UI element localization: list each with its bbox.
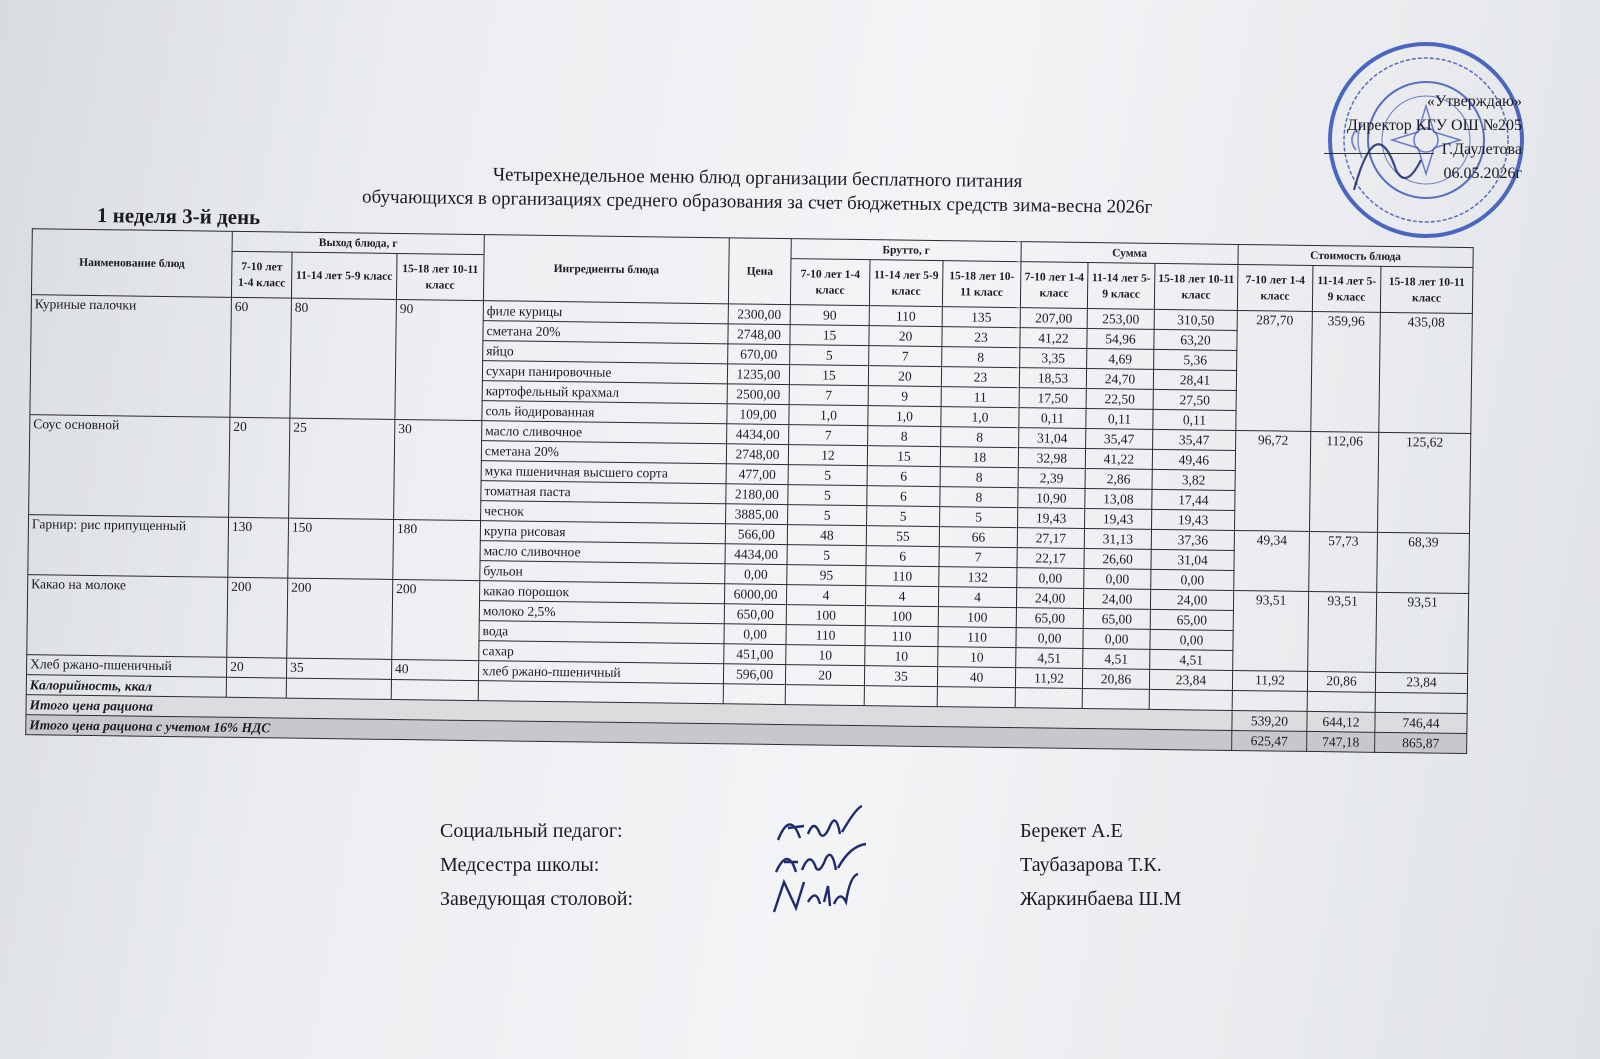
menu-table-body <box>27 295 1473 694</box>
ingredient-name: какао порошок <box>480 581 725 604</box>
ingredient-sum: 0,00 <box>1150 629 1233 650</box>
ingredient-brutto: 23 <box>941 367 1019 388</box>
ingredient-name: масло сливочное <box>480 541 725 564</box>
header-yield-age2: 11-14 лет 5-9 класс <box>291 252 397 299</box>
ingredient-sum: 27,17 <box>1017 528 1084 549</box>
ingredient-sum: 32,98 <box>1018 448 1085 469</box>
ingredient-price: 2300,00 <box>728 304 790 325</box>
ingredient-sum: 31,04 <box>1151 549 1234 570</box>
header-sum: Сумма <box>1021 242 1238 265</box>
ingredient-sum: 24,70 <box>1086 369 1153 390</box>
ingredient-name: молоко 2,5% <box>479 601 724 624</box>
ingredient-sum: 11,92 <box>1015 668 1082 689</box>
dish-cost: 96,72 <box>1234 430 1310 531</box>
approval-status: «Утверждаю» <box>1426 93 1522 110</box>
ingredient-sum: 65,00 <box>1150 609 1233 630</box>
ingredient-brutto: 7 <box>939 547 1017 568</box>
ingredient-price: 2748,00 <box>726 444 788 465</box>
ingredient-brutto: 8 <box>941 427 1019 448</box>
ingredient-name: чеснок <box>481 501 726 524</box>
ingredient-brutto: 110 <box>866 566 939 587</box>
ingredient-name: вода <box>479 621 724 644</box>
ingredient-sum: 49,46 <box>1152 449 1235 470</box>
ingredient-sum: 0,11 <box>1086 409 1153 430</box>
ingredient-brutto: 100 <box>938 607 1016 628</box>
ingredient-price: 2748,00 <box>728 324 790 345</box>
signature-name: Жаркинбаева Ш.М <box>1020 888 1182 910</box>
ingredient-price: 6000,00 <box>724 584 786 605</box>
header-brutto-age2: 11-14 лет 5-9 класс <box>869 260 943 307</box>
ingredient-brutto: 6 <box>866 546 939 567</box>
total-age1: 539,20 <box>1232 710 1307 731</box>
ingredient-sum: 65,00 <box>1083 608 1150 629</box>
ingredient-brutto: 7 <box>869 346 942 367</box>
ingredient-sum: 0,00 <box>1083 628 1150 649</box>
approval-signature-line <box>1324 153 1434 154</box>
ingredient-brutto: 135 <box>942 307 1020 328</box>
week-day-header: 1 неделя 3-й день <box>96 203 261 230</box>
total-age2: 644,12 <box>1307 711 1375 732</box>
ingredient-sum: 27,50 <box>1153 389 1236 410</box>
dish-name: Хлеб ржано-пшеничный <box>27 655 227 678</box>
dish-cost: 93,51 <box>1376 592 1469 673</box>
dish-yield: 180 <box>393 519 481 580</box>
ingredient-name: крупа рисовая <box>480 521 725 544</box>
ingredient-name: хлеб ржано-пшеничный <box>478 661 723 684</box>
dish-yield: 150 <box>288 518 394 579</box>
ingredient-name: филе курицы <box>483 301 728 324</box>
dish-yield: 25 <box>289 418 395 519</box>
ingredient-price: 109,00 <box>727 404 789 425</box>
ingredient-sum: 10,90 <box>1018 488 1085 509</box>
ingredient-brutto: 5 <box>788 505 867 526</box>
ingredient-sum: 54,96 <box>1087 329 1154 350</box>
ingredient-sum: 24,00 <box>1150 589 1233 610</box>
ingredient-brutto: 95 <box>787 565 866 586</box>
ingredient-sum: 253,00 <box>1087 309 1154 330</box>
dish-cost: 68,39 <box>1377 532 1470 593</box>
approval-block <box>1262 90 1522 186</box>
ingredient-sum: 2,39 <box>1018 468 1085 489</box>
ingredient-sum: 0,00 <box>1151 569 1234 590</box>
ingredient-brutto: 66 <box>939 527 1017 548</box>
signature-role: Заведующая столовой: <box>440 888 634 910</box>
total-vat-age1: 625,47 <box>1232 730 1307 751</box>
signature-row-canteen-head <box>440 888 1240 918</box>
ingredient-name: масло сливочное <box>482 421 727 444</box>
ingredient-brutto: 100 <box>786 605 865 626</box>
ingredient-brutto: 6 <box>867 486 940 507</box>
dish-cost: 49,34 <box>1234 530 1310 591</box>
total-vat-age2: 747,18 <box>1307 731 1375 752</box>
ingredient-sum: 31,04 <box>1019 428 1086 449</box>
ingredient-sum: 19,43 <box>1152 509 1235 530</box>
menu-table <box>25 228 1474 754</box>
ingredient-brutto: 10 <box>865 646 938 667</box>
ingredient-price: 3885,00 <box>726 504 788 525</box>
dish-yield: 60 <box>230 297 292 418</box>
header-yield-age3: 15-18 лет 10-11 класс <box>396 253 484 300</box>
ingredient-brutto: 35 <box>864 666 937 687</box>
dish-cost: 11,92 <box>1232 670 1307 691</box>
ingredient-price: 451,00 <box>724 644 786 665</box>
ingredient-brutto: 8 <box>940 487 1018 508</box>
header-cost-age2: 11-14 лет 5-9 класс <box>1312 265 1381 312</box>
ingredient-brutto: 12 <box>788 445 867 466</box>
ingredient-sum: 35,47 <box>1086 429 1153 450</box>
ingredient-brutto: 6 <box>867 466 940 487</box>
total-vat-label: Итого цена рациона с учетом 16% НДС <box>26 715 1232 751</box>
ingredient-sum: 22,17 <box>1017 548 1084 569</box>
ingredient-sum: 19,43 <box>1085 508 1152 529</box>
ingredient-sum: 41,22 <box>1020 328 1087 349</box>
ingredient-price: 650,00 <box>724 604 786 625</box>
ingredient-sum: 3,82 <box>1152 469 1235 490</box>
ingredient-sum: 0,00 <box>1016 628 1083 649</box>
handwritten-signature <box>770 872 880 916</box>
ingredient-sum: 4,51 <box>1083 648 1150 669</box>
dish-yield: 130 <box>228 517 289 578</box>
ingredient-sum: 17,50 <box>1019 388 1086 409</box>
dish-yield: 20 <box>229 417 290 518</box>
ingredient-sum: 4,69 <box>1087 349 1154 370</box>
ingredient-sum: 41,22 <box>1085 449 1152 470</box>
header-brutto-age3: 15-18 лет 10-11 класс <box>942 261 1021 308</box>
ingredient-brutto: 5 <box>867 506 940 527</box>
header-yield: Выход блюда, г <box>232 231 484 254</box>
ingredient-price: 4434,00 <box>725 544 787 565</box>
ingredient-sum: 35,47 <box>1153 429 1236 450</box>
header-price: Цена <box>728 238 791 305</box>
total-age3: 746,44 <box>1375 712 1467 733</box>
ingredient-sum: 0,00 <box>1017 568 1084 589</box>
ingredient-brutto: 9 <box>868 386 941 407</box>
ingredient-brutto: 15 <box>790 325 869 346</box>
ingredient-price: 1235,00 <box>727 364 789 385</box>
ingredient-brutto: 4 <box>938 587 1016 608</box>
ingredient-price: 596,00 <box>723 664 785 685</box>
ingredient-brutto: 10 <box>938 647 1016 668</box>
dish-cost: 20,86 <box>1307 671 1375 692</box>
ingredient-name: сметана 20% <box>481 441 726 464</box>
ingredient-name: бульон <box>480 561 725 584</box>
ingredient-sum: 310,50 <box>1154 309 1237 330</box>
ingredient-sum: 19,43 <box>1018 508 1085 529</box>
ingredient-brutto: 55 <box>866 526 939 547</box>
header-cost-age1: 7-10 лет 1-4 класс <box>1237 264 1313 311</box>
ingredient-brutto: 5 <box>787 545 866 566</box>
dish-cost: 112,06 <box>1309 431 1378 532</box>
header-yield-age1: 7-10 лет 1-4 класс <box>231 251 292 298</box>
dish-yield: 40 <box>391 659 478 680</box>
ingredient-price: 2180,00 <box>726 484 788 505</box>
dish-yield: 20 <box>226 657 286 678</box>
signature-name: Берекет А.Е <box>1020 820 1123 842</box>
signature-role: Социальный педагог: <box>440 820 623 842</box>
ingredient-sum: 65,00 <box>1016 608 1083 629</box>
ingredient-brutto: 1,0 <box>868 406 941 427</box>
dish-cost: 93,51 <box>1308 591 1377 672</box>
total-label: Итого цена рациона <box>26 695 1232 731</box>
ingredient-sum: 18,53 <box>1019 368 1086 389</box>
ingredient-brutto: 100 <box>865 606 938 627</box>
ingredient-price: 670,00 <box>728 344 790 365</box>
calorie-label: Калорийность, ккал <box>26 675 226 698</box>
ingredient-brutto: 4 <box>786 585 865 606</box>
ingredient-name: соль йодированная <box>482 401 727 424</box>
header-ingredients: Ингредиенты блюда <box>483 235 729 304</box>
ingredient-name: яйцо <box>483 341 728 364</box>
ingredient-sum: 24,00 <box>1083 588 1150 609</box>
ingredient-name: сметана 20% <box>483 321 728 344</box>
ingredient-brutto: 90 <box>790 305 869 326</box>
signature-name: Таубазарова Т.К. <box>1020 854 1162 876</box>
document-title-line1: Четырехнедельное меню блюд организации бесплатного питания <box>492 164 1023 193</box>
approval-name: Г.Даулетова <box>1441 141 1522 158</box>
ingredient-brutto: 8 <box>940 467 1018 488</box>
dish-cost: 435,08 <box>1379 312 1473 433</box>
ingredient-brutto: 4 <box>865 586 938 607</box>
ingredient-sum: 13,08 <box>1085 488 1152 509</box>
ingredient-sum: 207,00 <box>1020 308 1087 329</box>
header-dish: Наименование блюд <box>31 229 232 298</box>
ingredient-brutto: 1,0 <box>789 405 868 426</box>
ingredient-brutto: 20 <box>868 366 941 387</box>
ingredient-brutto: 18 <box>940 447 1018 468</box>
ingredient-sum: 37,36 <box>1151 529 1234 550</box>
ingredient-brutto: 5 <box>788 485 867 506</box>
ingredient-sum: 17,44 <box>1152 489 1235 510</box>
ingredient-price: 0,00 <box>725 564 787 585</box>
ingredient-name: картофельный крахмал <box>482 381 727 404</box>
dish-name: Какао на молоке <box>27 575 228 658</box>
total-vat-age3: 865,87 <box>1375 732 1467 753</box>
ingredient-sum: 0,11 <box>1153 409 1236 430</box>
ingredient-sum: 26,60 <box>1084 548 1151 569</box>
ingredient-brutto: 8 <box>868 426 941 447</box>
ingredient-name: сахар <box>479 641 724 664</box>
dish-name: Куриные палочки <box>30 295 232 418</box>
header-sum-age1: 7-10 лет 1-4 класс <box>1020 262 1088 309</box>
ingredient-sum: 20,86 <box>1082 668 1149 689</box>
ingredient-price: 566,00 <box>725 524 787 545</box>
dish-yield: 200 <box>392 579 480 660</box>
header-brutto: Брутто, г <box>791 239 1021 262</box>
ingredient-brutto: 110 <box>786 625 865 646</box>
ingredient-sum: 5,36 <box>1154 349 1237 370</box>
ingredient-sum: 4,51 <box>1150 649 1233 670</box>
dish-cost: 93,51 <box>1233 590 1309 671</box>
ingredient-sum: 28,41 <box>1153 369 1236 390</box>
ingredient-sum: 3,35 <box>1020 348 1087 369</box>
header-brutto-age1: 7-10 лет 1-4 класс <box>790 259 870 306</box>
ingredient-sum: 0,00 <box>1084 568 1151 589</box>
ingredient-name: томатная паста <box>481 481 726 504</box>
ingredient-brutto: 40 <box>937 667 1015 688</box>
ingredient-sum: 31,13 <box>1084 528 1151 549</box>
ingredient-price: 2500,00 <box>727 384 789 405</box>
ingredient-price: 477,00 <box>726 464 788 485</box>
approval-date: 06.05.2026г <box>1443 165 1522 182</box>
approval-position: Директор КГУ ОШ №205 <box>1346 117 1522 134</box>
ingredient-sum: 23,84 <box>1149 669 1232 690</box>
ingredient-brutto: 8 <box>942 347 1020 368</box>
dish-name: Гарнир: рис припущенный <box>28 515 229 578</box>
ingredient-name: мука пшеничная высшего сорта <box>481 461 726 484</box>
dish-cost: 57,73 <box>1309 531 1378 592</box>
signature-role: Медсестра школы: <box>440 854 600 876</box>
ingredient-sum: 4,51 <box>1016 648 1083 669</box>
ingredient-brutto: 7 <box>789 425 868 446</box>
ingredient-brutto: 5 <box>940 507 1018 528</box>
dish-name: Соус основной <box>29 415 230 518</box>
dish-yield: 200 <box>227 577 288 658</box>
ingredient-price: 4434,00 <box>727 424 789 445</box>
ingredient-sum: 2,86 <box>1085 468 1152 489</box>
ingredient-brutto: 15 <box>867 446 940 467</box>
header-cost: Стоимость блюда <box>1238 244 1473 267</box>
dish-yield: 30 <box>394 419 482 520</box>
ingredient-brutto: 20 <box>785 665 864 686</box>
dish-yield: 200 <box>287 578 393 659</box>
dish-cost: 287,70 <box>1236 310 1313 431</box>
dish-cost: 359,96 <box>1311 311 1381 432</box>
ingredient-brutto: 48 <box>787 525 866 546</box>
document-title-line2: обучающихся в организациях среднего образования за счет бюджетных средств зима-весна 2026г <box>361 186 1153 218</box>
ingredient-brutto: 132 <box>939 567 1017 588</box>
dish-cost: 23,84 <box>1375 672 1467 693</box>
dish-yield: 80 <box>290 298 397 419</box>
ingredient-brutto: 5 <box>790 345 869 366</box>
ingredient-brutto: 110 <box>869 306 942 327</box>
menu-document <box>9 140 1538 820</box>
ingredient-sum: 0,11 <box>1019 408 1086 429</box>
ingredient-brutto: 23 <box>942 327 1020 348</box>
ingredient-brutto: 10 <box>786 645 865 666</box>
header-sum-age3: 15-18 лет 10-11 класс <box>1154 263 1238 310</box>
dish-yield: 35 <box>286 658 391 679</box>
ingredient-brutto: 1,0 <box>941 407 1019 428</box>
ingredient-sum: 22,50 <box>1086 389 1153 410</box>
dish-yield: 90 <box>395 299 484 420</box>
ingredient-sum: 63,20 <box>1154 329 1237 350</box>
ingredient-sum: 24,00 <box>1016 588 1083 609</box>
ingredient-brutto: 7 <box>789 385 868 406</box>
ingredient-name: сухари панировочные <box>482 361 727 384</box>
ingredient-brutto: 11 <box>941 387 1019 408</box>
ingredient-price: 0,00 <box>724 624 786 645</box>
ingredient-brutto: 110 <box>865 626 938 647</box>
ingredient-brutto: 20 <box>869 326 942 347</box>
ingredient-brutto: 15 <box>789 365 868 386</box>
dish-cost: 125,62 <box>1377 432 1470 533</box>
ingredient-brutto: 110 <box>938 627 1016 648</box>
ingredient-brutto: 5 <box>788 465 867 486</box>
header-cost-age3: 15-18 лет 10-11 класс <box>1380 266 1473 313</box>
header-sum-age2: 11-14 лет 5-9 класс <box>1087 263 1155 310</box>
